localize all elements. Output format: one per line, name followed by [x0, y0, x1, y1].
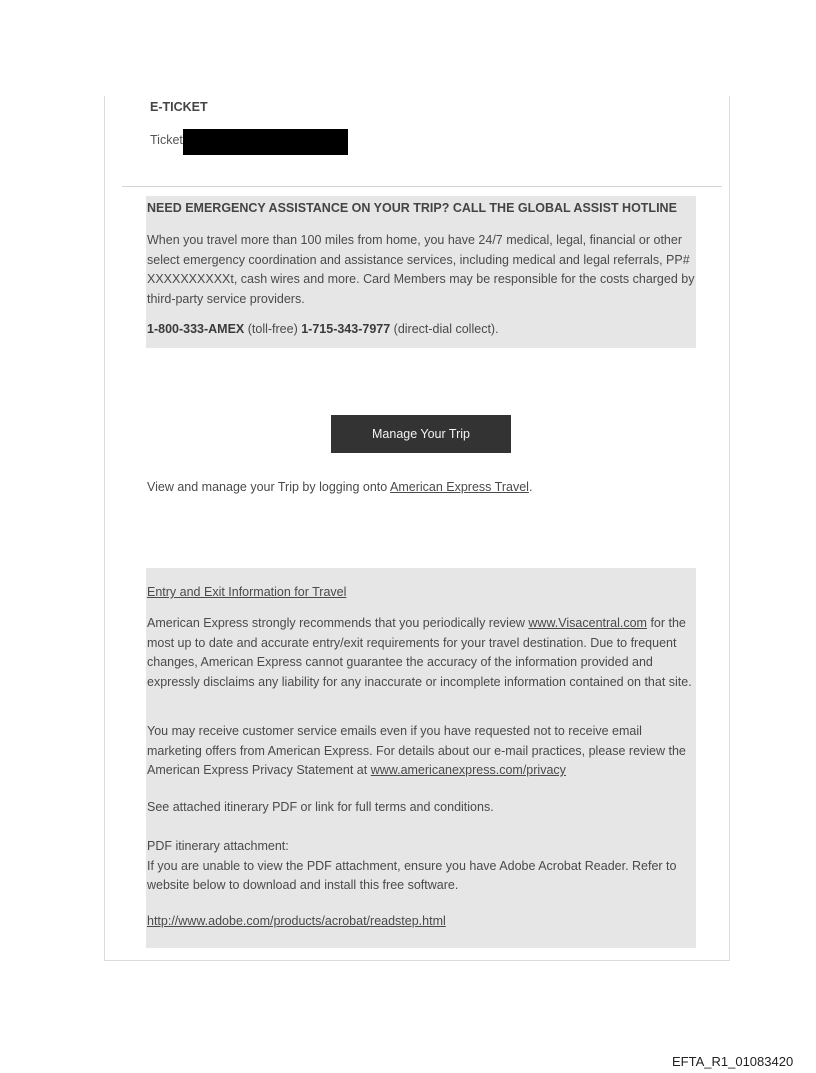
manage-trip-text	[147, 478, 707, 498]
entry-exit-title	[147, 583, 346, 603]
section-divider	[122, 186, 722, 187]
emergency-heading: NEED EMERGENCY ASSISTANCE ON YOUR TRIP? CALL THE GLOBAL ASSIST HOTLINE	[147, 201, 677, 215]
tollfree-number: 1-800-333-AMEX	[147, 322, 245, 336]
adobe-link[interactable]: http://www.adobe.com/products/acrobat/readstep.html	[147, 914, 446, 928]
entry-exit-body	[147, 614, 697, 692]
manage-text-after: .	[528, 480, 533, 494]
privacy-link[interactable]: www.americanexpress.com/privacy	[370, 763, 566, 777]
hotline-numbers	[147, 320, 695, 340]
redaction-box	[183, 129, 348, 155]
pdf-line2: If you are unable to view the PDF attachment, ensure you have Adobe Acrobat Reader. Refer to website below to download and install this free software.	[147, 858, 677, 892]
see-attached-text: See attached itinerary PDF or link for full terms and conditions.	[147, 800, 494, 814]
entry-text-before: American Express strongly recommends that you periodically review	[147, 616, 529, 630]
collect-number: 1-715-343-7977	[301, 322, 391, 336]
cs-text-before: You may receive customer service emails even if you have requested not to receive email marketing offers from American Express. For details about our e-mail practices, please review the American Express Privacy Statement at	[147, 724, 686, 777]
manage-your-trip-button[interactable]: Manage Your Trip	[331, 415, 511, 453]
eticket-heading: E-TICKET	[150, 100, 208, 114]
customer-service-text	[147, 722, 695, 781]
emergency-body: When you travel more than 100 miles from home, you have 24/7 medical, legal, financial or other select emergency coordination and assistance services, including medical and legal referrals, PP# XXXXXXXXXXt, cash wires and more. Card Members may be responsible for the costs charged by third-party service providers.	[147, 233, 695, 306]
amex-travel-link[interactable]: American Express Travel	[390, 480, 529, 494]
entry-text-after: for the most up to date and accurate entry/exit requirements for your travel destination. Due to frequent changes, American Express cannot guarantee the accuracy of the information provided and expressly disclaims any liability for any inaccurate or incomplete information contained on that site.	[147, 616, 692, 689]
manage-text-before: View and manage your Trip by logging onto	[147, 480, 390, 494]
tollfree-label: (toll-free)	[244, 322, 302, 336]
collect-label: (direct-dial collect).	[390, 322, 499, 336]
pdf-info	[147, 837, 695, 896]
adobe-link-wrapper	[147, 912, 446, 932]
entry-exit-link[interactable]: Entry and Exit Information for Travel	[147, 585, 347, 599]
document-id: EFTA_R1_01083420	[672, 1054, 794, 1069]
ticket-label: Ticket	[150, 133, 183, 147]
visacentral-link[interactable]: www.Visacentral.com	[528, 616, 647, 630]
pdf-line1: PDF itinerary attachment:	[147, 839, 289, 853]
